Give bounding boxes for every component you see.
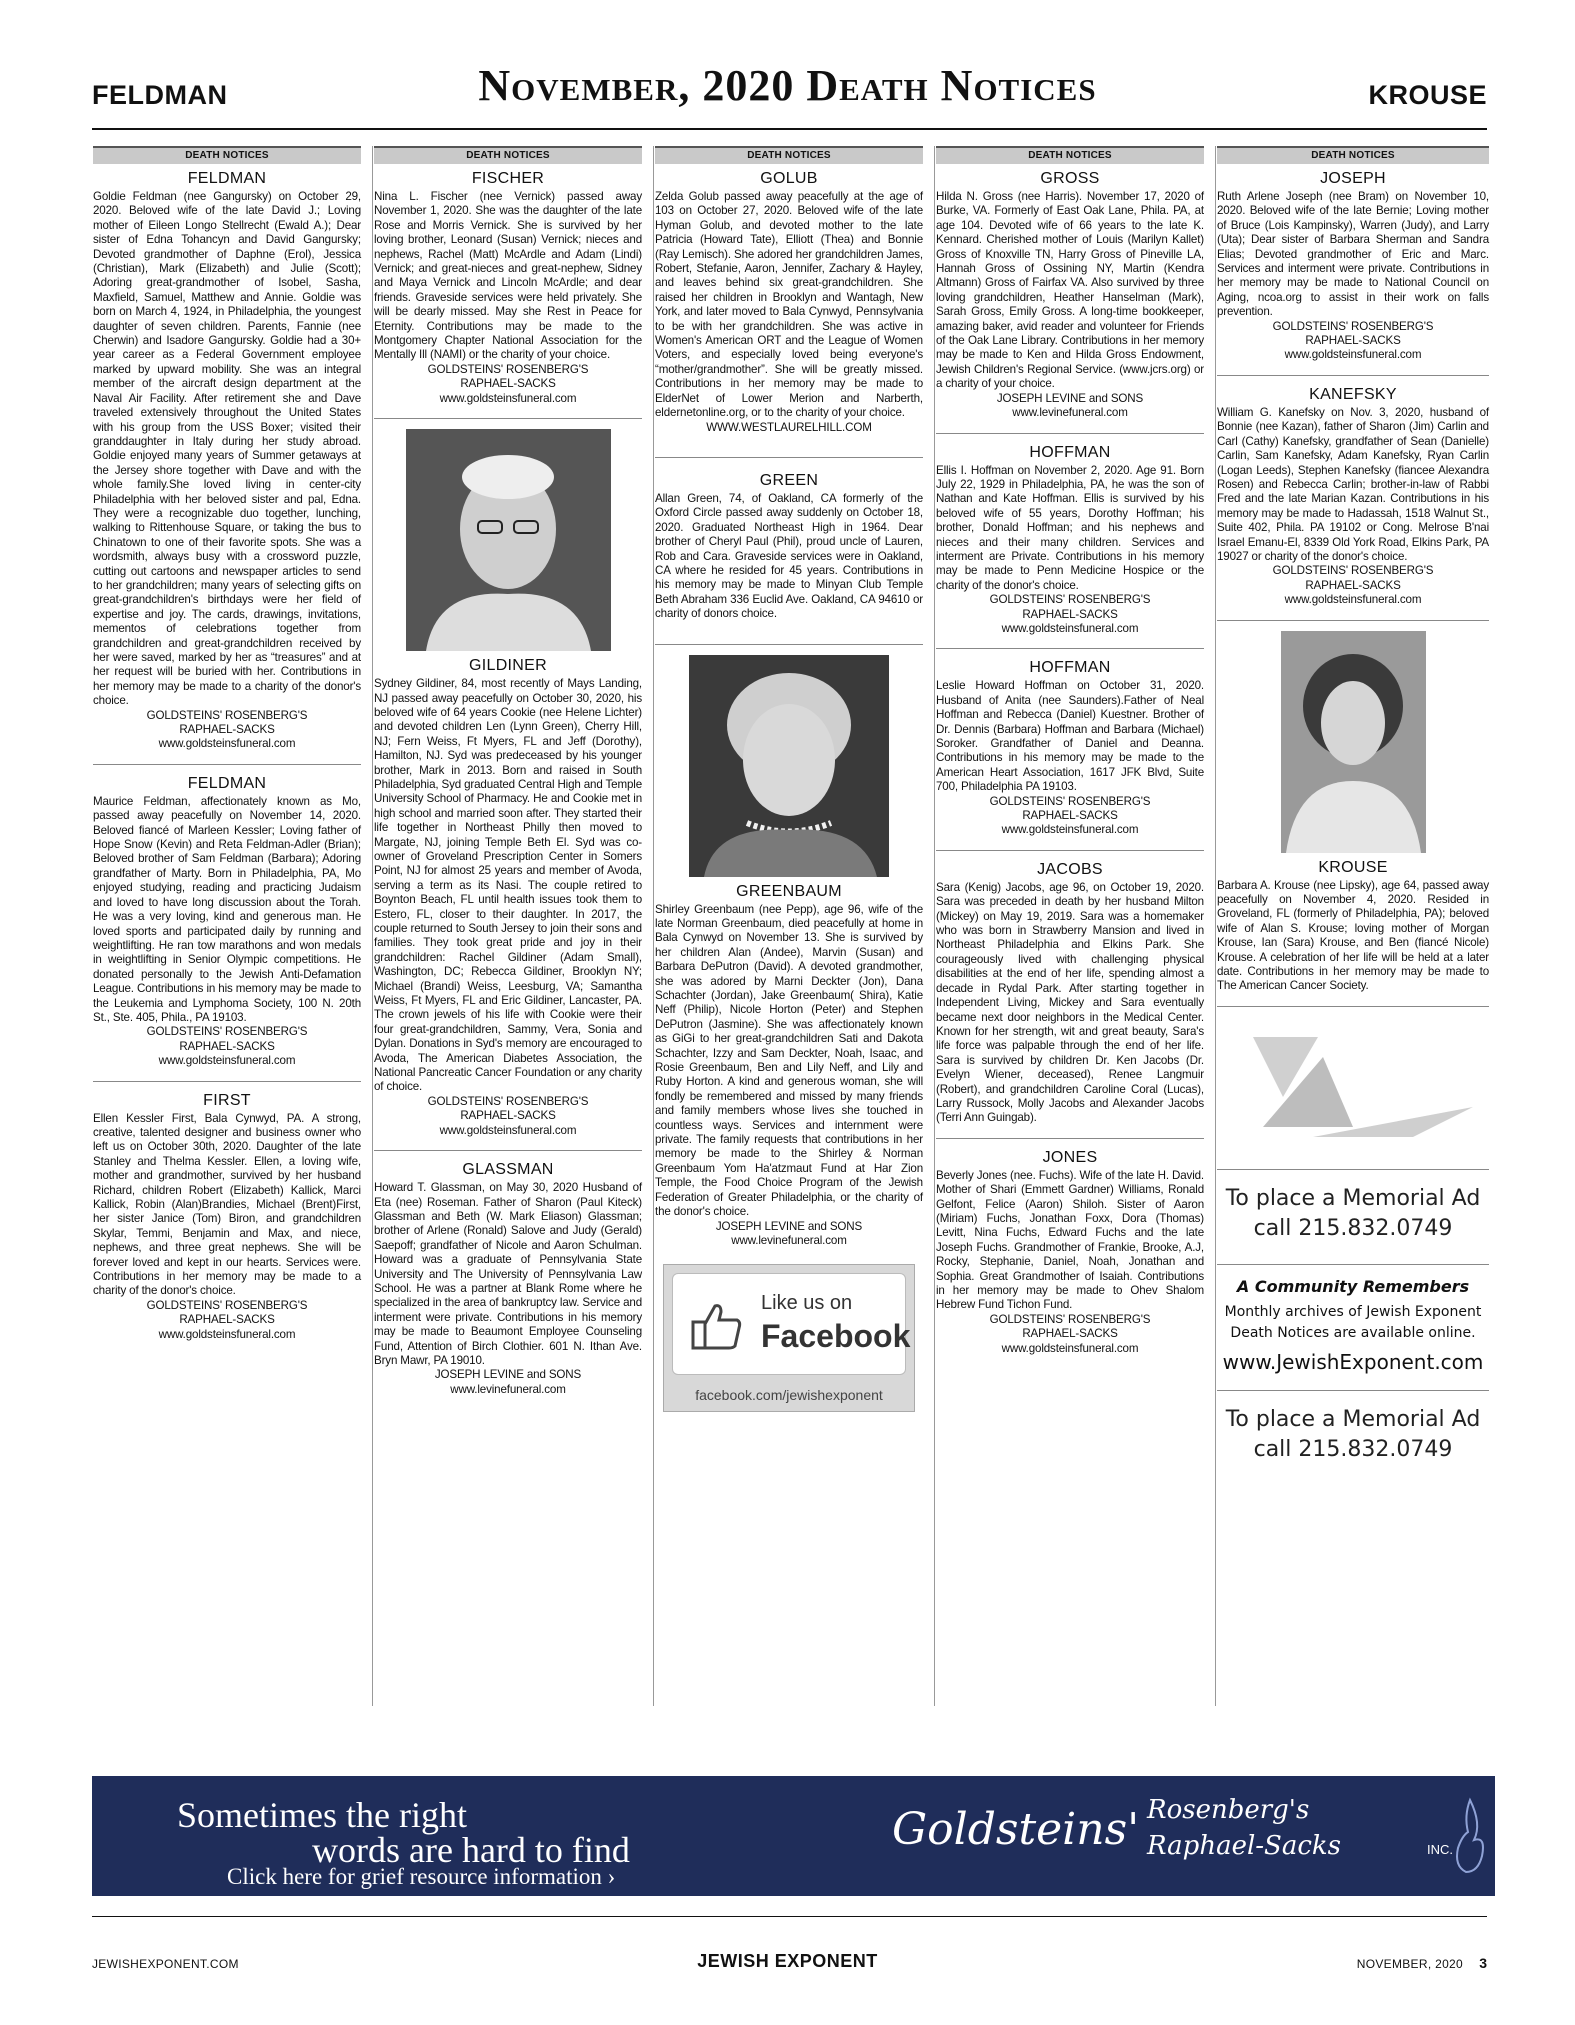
banner-cta[interactable]: Click here for grief resource information › — [227, 1864, 616, 1889]
funeral-home: GOLDSTEINS' ROSENBERG'S RAPHAEL-SACKS www.goldsteinsfuneral.com — [1272, 319, 1434, 362]
notice-feldman-maurice — [93, 775, 361, 1069]
notice-name: KROUSE — [1318, 858, 1388, 876]
notice-name: GREEN — [759, 471, 819, 489]
facebook-ad-card — [672, 1273, 911, 1375]
notice-jacobs — [936, 861, 1204, 1126]
grief-resource-banner[interactable] — [92, 1776, 1495, 1896]
community-url[interactable]: www.JewishExponent.com — [1222, 1349, 1484, 1374]
funeral-home: JOSEPH LEVINE and SONS www.levinefuneral.com — [996, 391, 1144, 420]
notice-body: Shirley Greenbaum (nee Pepp), age 96, wife of the late Norman Greenbaum, died peacefully at home in Bala Cynwyd on November 13. She is survived by her children Alan (Andee), Marvin (Susan) and Barbara DePutron (David). A devoted grandmother, she was adored by Marni Deckter (Jon), Dana Schachter (Jordan), Jake Greenbaum( Shira), Katie Neff (Philip), Nicole Horton (Peter) and Stephen DePutron (Jasmine). She was affectionately known as GiGi to her great-grandchildren Sati and Dakota Schachter, Izzy and Sam Deckter, Noah, Isaac, and Rosie Greenbaum, Ben and Lily Neff, and Lily and Ruby Horton. A kind and generous woman, she will fondly be remembered and missed by many friends and family members whose lives she touched in countless ways. Services and internment were private. The family requests that contributions in her memory be made to the Shirley & Norman Greenbaum Yom Ha'atzmaut Fund at Har Zion Temple, the Food Choice Program of the Jewish Federation of Greater Philadelphia, or the charity of the donor's choice. — [655, 902, 923, 1219]
portrait-photo-krouse — [1281, 631, 1426, 853]
notice-golub — [655, 170, 923, 435]
funeral-home: GOLDSTEINS' ROSENBERG'S RAPHAEL-SACKS www.goldsteinsfuneral.com — [1272, 564, 1434, 607]
section-band: DEATH NOTICES — [374, 146, 642, 164]
notice-krouse — [1217, 859, 1489, 994]
notice-name: FELDMAN — [187, 774, 267, 792]
funeral-home: GOLDSTEINS' ROSENBERG'S RAPHAEL-SACKS www.goldsteinsfuneral.com — [427, 1094, 589, 1137]
page-number: 3 — [1479, 1955, 1487, 1971]
facebook-ad[interactable] — [663, 1264, 915, 1412]
footer-date: NOVEMBER, 2020 — [1356, 1957, 1463, 1971]
notice-fischer — [374, 170, 642, 406]
notice-body: Howard T. Glassman, on May 30, 2020 Husband of Eta (nee) Roseman. Father of Sharon (Paul Kiteck) Glassman and Beth (W. Mark Eliason) Glassman; brother of Arlene (Ronald) Salove and Judy (Gerald) Saepoff; grandfather of Nicole and Aaron Schulman. Howard was a graduate of Pennsylvania State University and The University of Pennsylvania Law School. He was a partner at Blank Rome where he specialized in the area of bankruptcy law. Service and interment were private. Contributions in his memory may be made to Beaumont Employee Counseling Fund, Attention of Birch Clothier. 601 N. Ithan Ave. Bryn Mawr, PA 19010. — [374, 1181, 642, 1367]
flame-icon — [1452, 1796, 1488, 1876]
notice-name: HOFFMAN — [1029, 659, 1111, 677]
header-rule — [92, 128, 1487, 130]
facebook-brand-text: Facebook — [761, 1318, 911, 1355]
memorial-ad-phone: call 215.832.0749 — [1253, 1215, 1453, 1241]
notice-body: Nina L. Fischer (nee Vernick) passed away November 1, 2020. She was the daughter of the late Rose and Morris Vernick. She is survived by her loving brother, Leonard (Susan) Vernick; nieces and nephews, Rachel (Matt) McArdle and Adam (Lindi) Vernick; and great-nieces and great-nephew, Sidney and Maya Vernick and Lincoln McArdle; and dear friends. Graveside services were held privately. She will be dearly missed. May she Rest in Peace for Eternity. Contributions may be made to the Montgomery Chapter National Association for the Mentally Ill (NAMI) or the charity of your choice. — [374, 190, 642, 362]
community-title: A Community Remembers — [1236, 1276, 1470, 1296]
community-body: Monthly archives of Jewish Exponent Death Notices are available online. — [1224, 1303, 1482, 1341]
banner-logo-inc: INC. — [1427, 1842, 1453, 1857]
notice-divider — [93, 1081, 361, 1082]
notice-divider — [1217, 1006, 1489, 1007]
facebook-url[interactable]: facebook.com/jewishexponent — [695, 1387, 883, 1404]
funeral-home: GOLDSTEINS' ROSENBERG'S RAPHAEL-SACKS www.goldsteinsfuneral.com — [146, 1298, 308, 1341]
memorial-ad-line1: To place a Memorial Ad — [1225, 1406, 1481, 1432]
banner-logo-secondary — [1147, 1792, 1341, 1864]
notice-name: KANEFSKY — [1309, 385, 1397, 403]
notice-greenbaum — [655, 883, 923, 1249]
column-2 — [374, 146, 642, 1716]
notice-hoffman-ellis — [936, 444, 1204, 637]
section-band: DEATH NOTICES — [1217, 146, 1489, 164]
notice-body: Allan Green, 74, of Oakland, CA formerly of the Oxford Circle passed away suddenly on October 18, 2020. Graduated Northeast High in 1964. Dear brother of Cheryl Paul (Phil), proud uncle of Lauren, Rob and Cara. Graveside services were in Oakland, CA where he resided for 45 years. Contributions in his memory may be made to Minyan Club Temple Beth Abraham 336 Euclid Ave. Oakland, CA 94610 or charity of donors choice. — [655, 491, 923, 621]
column-3 — [655, 146, 923, 1716]
notice-divider — [374, 418, 642, 419]
header-right-name: KROUSE — [1368, 80, 1487, 110]
notice-gross — [936, 170, 1204, 421]
memorial-ad-1[interactable] — [1217, 1184, 1489, 1244]
column-5 — [1217, 146, 1489, 1716]
notice-body: Sydney Gildiner, 84, most recently of Mays Landing, NJ passed away peacefully on October 30, 2020, his beloved wife of 64 years Cookie (nee Helene Lichter) and devoted children Len (Lynn Green), Cherry Hill, NJ; Fern Weiss, Ft Myers, FL and Jeff (Dorothy), Hamilton, NJ. Syd was predeceased by his younger brother, Mark in 2013. Born and raised in South Philadelphia, Syd graduated Central High and Temple University School of Pharmacy. He and Cookie met in high school and married soon after. They started their life together in Northeast Philly then moved to Margate, NJ, joining Temple Beth El. Syd was co-owner of Groveland Prescription Center in Somers Point, NJ for almost 25 years and member of Avoda, serving a term as its Nasi. The couple retired to Boynton Beach, FL until health issues took them to Estero, FL, closer to their daughter. In 2017, the couple returned to South Jersey to join their sons and families. They took great pride and joy in their grandchildren: Rachel Gildiner (Adam Small), Washington, DC; Rebecca Gildiner, Brooklyn NY; Michael (Brandi) Weiss, Leesburg, VA; Samantha Weiss, Ft Myers, FL and Eric Gildiner, Lancaster, PA. The crown jewels of his life with Cookie were their four great-grandchildren, Sammy, Vera, Sonia and Dylan. Donations in Syd's memory are encouraged to Avoda, The American Diabetes Association, the National Pancreatic Cancer Foundation or any charity of choice. — [374, 677, 642, 1094]
notice-body: William G. Kanefsky on Nov. 3, 2020, husband of Bonnie (nee Kazan), father of Sharon (Jim) Carlin and Carl (Cathy) Kanefsky, grandfather of Sean (Danielle) Carlin, Sam Kanefsky, Adam Kanefsky, Ryan Carlin (Logan Leeds), Stephen Kanefsky (fiancee Alexandra Rosen) and Rebecca Carlin; brother-in-law of Rabbi Fred and the late Marian Kazan. Contributions in his memory may be made to Hadassah, 1518 Walnut St., Suite 402, Phila. PA 19102 or Cong. Melrose B'nai Israel Emanu-El, 8339 Old York Road, Elkins Park, PA 19027 or charity of the donor's choice. — [1217, 405, 1489, 563]
notice-divider — [655, 457, 923, 458]
funeral-home: GOLDSTEINS' ROSENBERG'S RAPHAEL-SACKS www.goldsteinsfuneral.com — [146, 1025, 308, 1068]
notice-name: FISCHER — [471, 170, 545, 187]
column-divider — [1215, 146, 1216, 1706]
banner-line2: words are hard to find — [312, 1830, 630, 1870]
notice-name: HOFFMAN — [1029, 443, 1111, 461]
page-title: November, 2020 Death Notices — [478, 61, 1097, 110]
funeral-home: GOLDSTEINS' ROSENBERG'S RAPHAEL-SACKS www.goldsteinsfuneral.com — [146, 708, 308, 751]
footer-publication: JEWISH EXPONENT — [697, 1951, 878, 1971]
notice-name: JACOBS — [1037, 860, 1103, 878]
notice-body: Sara (Kenig) Jacobs, age 96, on October 19, 2020. Sara was preceded in death by her husband Milton (Mickey) on May 19, 2019. Sara was a homemaker who was born in Strawberry Mansion and lived in Northeast Philadelphia and Elkins Park. She courageously lived with challenging physical disabilities at the end of her life, spending almost a decade in Rydal Park. After starting together in Independent Living, Mickey and Sara eventually became next door neighbors in the Medical Center. Known for her strength, wit and great beauty, Sara's life force was palpable through the end of her life. Sara is survived by children Dr. Ken Jacobs (Dr. Evelyn Wiener, deceased), Renee Langmuir (Robert), and grandchildren Caroline Coral (Lucas), Larry Russock, Molly Jacobs and Alexander Jacobs (Terri Ann Guingab). — [936, 880, 1204, 1125]
ad-divider — [1217, 1169, 1489, 1170]
notice-name: FELDMAN — [187, 170, 267, 187]
notice-body: Leslie Howard Hoffman on October 31, 2020. Husband of Anita (nee Saunders).Father of Neal Hoffman and Rebecca (Daniel) Kuestner. Brother of Dr. Dennis (Barbara) Hoffman and Barbara (Michael) Soroker. Grandfather of Daniel and Deanna. Contributions in his memory may be made to the American Heart Association, 1617 JFK Blvd, Suite 700, Philadelphia PA 19103. — [936, 679, 1204, 794]
notice-kanefsky — [1217, 386, 1489, 608]
funeral-home: GOLDSTEINS' ROSENBERG'S RAPHAEL-SACKS www.goldsteinsfuneral.com — [989, 593, 1151, 635]
column-1 — [93, 146, 361, 1716]
notice-body: Ellis I. Hoffman on November 2, 2020. Age 91. Born July 22, 1929 in Philadelphia, PA, he was the son of Nathan and Kate Hoffman. Ellis is survived by his beloved wife of 55 years, Dorothy Hoffman; his brother, Donald Hoffman; and his nephews and nieces and their many children. Services and interment are Private. Contributions in his memory may be made to Penn Medicine Hospice or the charity of the donor's choice. — [936, 463, 1204, 592]
funeral-home: GOLDSTEINS' ROSENBERG'S RAPHAEL-SACKS www.goldsteinsfuneral.com — [427, 362, 589, 405]
notice-name: JONES — [1042, 1148, 1098, 1166]
notice-divider — [936, 850, 1204, 851]
ad-divider — [1217, 1264, 1489, 1265]
section-band: DEATH NOTICES — [93, 146, 361, 164]
notice-name: GLASSMAN — [462, 1161, 554, 1179]
notice-divider — [1217, 375, 1489, 376]
notice-gildiner — [374, 657, 642, 1138]
notice-body: Ruth Arlene Joseph (nee Bram) on November 10, 2020. Beloved wife of the late Bernie; Loving mother of Bruce (Lois Kampinsky), Warren (Judy), and Larry (Uta); Dear sister of Barbara Sherman and Sandra Elias; Devoted grandmother of Eric and Marc. Services and interment were private. Contributions in her memory may be made to National Council on Aging, ncoa.org to assist in their work on falls prevention. — [1217, 190, 1489, 319]
section-band: DEATH NOTICES — [655, 146, 923, 164]
funeral-home: JOSEPH LEVINE and SONS www.levinefuneral.com — [715, 1219, 863, 1247]
notice-green — [655, 472, 923, 622]
notice-body: Hilda N. Gross (nee Harris). November 17, 2020 of Burke, VA. Formerly of East Oak Lane, Phila. PA, at age 104. Devoted wife of 66 years to the late K. Kennard. Cherished mother of Louis (Marilyn Kallet) Gross of Knoxville TN, Harry Gross of Pineville LA, Hannah Gross of Ossining NY, Martin (Kendra Altmann) Gross of Fairfax VA. Also survived by three loving grandchildren, Heather Hanselman (Mark), Sarah Gross, Emily Gross. A long-time bookkeeper, amazing baker, avid reader and volunteer for Friends of the Oak Lane Library. Contributions in her memory may be made to Ken and Hilda Gross Endowment, Jewish Children's Regional Service. (www.jcrs.org) or a charity of your choice. — [936, 190, 1204, 391]
notice-glassman — [374, 1161, 642, 1397]
section-band: DEATH NOTICES — [936, 146, 1204, 164]
notice-divider — [936, 433, 1204, 434]
notice-body: Goldie Feldman (nee Gangursky) on October 29, 2020. Beloved wife of the late David J.; Loving mother of Eileen Longo Stellrecht (Ewald A.); Dear sister of Edna Tohancyn and David Gangursky; Devoted grandmother of Daphne (Erol), Jessica (Christian), Mark (Elizabeth) and Julie (Scott); Adoring great-grandmother of Isobel, Sasha, Maxfield, Samuel, Matthew and Annie. Goldie was born on March 4, 1924, in Philadelphia, the youngest daughter of seven children. Parents, Fannie (nee Cherwin) and Isadore Gangursky. Goldie had a 30+ year career as a Federal Government employee marked by upward mobility. She was an integral member of the aircraft design department at the Naval Air Facility. After retirement she and Dave traveled extensively throughout the United States with his group from the USS Boxer; visited their granddaughter in Italy during her study abroad. Goldie enjoyed many years of Summer getaways at the Jersey shore together with Dave and with the whole family.She loved living in center-city Philadelphia with her beloved sister and pal, Edna. They were a recognizable duo together, lunching, walking to Rittenhouse Square, or taking the bus to Chinatown to one of their favorite spots. She was a wordsmith, always busy with a crossword puzzle, cutting out cartoons and newspaper articles to send to her grandchildren; many years of selecting gifts on great-grandchildren's birthdays were her field of expertise and joy. The cards, drawings, invitations, mementos of celebrations together from grandchildren and great-grandchildren received by her were saved, marked by her as “treasures” and at her request will be buried with her. Contributions in her memory may be made to a charity of the donor's choice. — [93, 190, 361, 708]
notice-name: GREENBAUM — [736, 882, 842, 900]
notice-body: Zelda Golub passed away peacefully at the age of 103 on October 27, 2020. Beloved wife of the late Hyman Golub, and devoted mother to the late Patricia (Howard Tate), Elliott (Thea) and Bonnie (Ray Lemisch). She adored her grandchildren James, Robert, Stefanie, Aaron, Jennifer, Zachary & Hayley, and leaves behind six great-grandchildren. She raised her children in Brooklyn and Wantagh, New York, and later moved to Bala Cynwyd, Pennsylvania to be with her grandchildren. She was active in Women's American ORT and the League of Women Voters, and especially loved being everyone's “mother/grandmother”. She will be greatly missed. Contributions in her memory may be made to ElderNet of Lower Merion and Narberth, eldernetonline.org, or to the charity of your choice. — [655, 190, 923, 420]
notice-body: Ellen Kessler First, Bala Cynwyd, PA. A strong, creative, talented designer and business owner who left us on October 30th, 2020. Daughter of the late Stanley and Thelma Kessler. Ellen, a loving wife, mother and grandmother, survived by her husband Richard, children Robert (Elizabeth) Kallick, Marci Kallick, Robin (Alan)Brandies, Michael (Brent)First, her sister Janice (Tom) Biron, and grandchildren Skylar, Temmi, Benjamin and Max, and niece, nephews, and three great nephews. She will be forever loved and kept in our hearts. Services were. Contributions in her memory may be made to a charity of the donor's choice. — [93, 1111, 361, 1298]
banner-logo-bottom: Raphael-Sacks — [1147, 1831, 1342, 1861]
portrait-photo-greenbaum — [689, 655, 889, 877]
column-4 — [936, 146, 1204, 1716]
notice-jones — [936, 1149, 1204, 1356]
notice-body: Beverly Jones (nee. Fuchs). Wife of the late H. David. Mother of Shari (Emmett Gardner) Williams, Ronald Gelfont, Felice (Aaron) Shiloh. Sister of Aaron (Miriam) Fuchs, Jonathan Foxx, Dora (Thomas) Levitt, Nina Fuchs, Edward Fuchs and the late Joseph Fuchs. Grandmother of Frankie, Brooke, A.J, Rocky, Stephanie, Daniel, Noah, Jonathan and Sophia. Great Grandmother of Isaiah. Contributions in her memory may be made to Ohev Shalom Hebrew Fund Tichon Fund. — [936, 1168, 1204, 1312]
header-left-name: FELDMAN — [92, 80, 228, 110]
memorial-ad-phone: call 215.832.0749 — [1253, 1436, 1453, 1462]
banner-logo-main: Goldsteins' — [892, 1804, 1140, 1855]
column-divider — [653, 146, 654, 1706]
notice-name: GILDINER — [469, 657, 547, 675]
memorial-ad-line1: To place a Memorial Ad — [1225, 1185, 1481, 1211]
notice-first — [93, 1092, 361, 1343]
column-divider — [934, 146, 935, 1706]
column-divider — [372, 146, 373, 1706]
thumbs-up-icon — [691, 1302, 743, 1350]
funeral-home: GOLDSTEINS' ROSENBERG'S RAPHAEL-SACKS www.goldsteinsfuneral.com — [989, 794, 1151, 837]
notice-divider — [936, 1138, 1204, 1139]
notice-divider — [374, 1150, 642, 1151]
notice-name: GOLUB — [760, 170, 818, 187]
banner-line1: Sometimes the right — [177, 1795, 467, 1835]
notice-divider — [936, 648, 1204, 649]
notice-hoffman-leslie — [936, 659, 1204, 837]
facebook-like-text: Like us on — [761, 1292, 853, 1315]
notice-body: Barbara A. Krouse (nee Lipsky), age 64, passed away peacefully on November 4, 2020. Resided in Groveland, FL (formerly of Philadelphia, PA); beloved wife of Alan S. Krouse; loving mother of Morgan Krouse, Ian (Sara) Krouse, and Ben (fiancé Nicole) Krouse. A celebration of her life will be held at a later date. Contributions in her memory may be made to The American Cancer Society. — [1217, 878, 1489, 993]
funeral-home: GOLDSTEINS' ROSENBERG'S RAPHAEL-SACKS www.goldsteinsfuneral.com — [989, 1312, 1151, 1355]
star-of-david-graphic — [1223, 1017, 1483, 1157]
footer-rule — [92, 1916, 1487, 1917]
ad-divider — [1217, 1390, 1489, 1391]
notice-name: GROSS — [1040, 170, 1100, 187]
notice-divider — [93, 764, 361, 765]
portrait-photo-gildiner — [406, 429, 611, 651]
notice-name: JOSEPH — [1320, 170, 1386, 187]
memorial-ad-2[interactable] — [1217, 1405, 1489, 1465]
notice-body: Maurice Feldman, affectionately known as Mo, passed away peacefully on November 14, 2020. Beloved fiancé of Marleen Kessler; Loving father of Hope Snow (Kevin) and Reta Feldman-Adler (Brian); Beloved brother of Sam Feldman (Barbara); Adoring grandfather of Marty. Born in Philadelphia, PA, Mo enjoyed studying, reading and practicing Judaism and loved to have long discussion about the Torah. He was a very loving, kind and generous man. He loved sports and participated daily by running and weightlifting. He ran tow marathons and won medals in weightlifting in Senior Olympic competitions. He donated personally to the Jewish Anti-Defamation League. Contributions in his memory may be made to the Leukemia and Lymphoma Society, 100 N. 20th St., Ste. 405, Phila., PA 19103. — [93, 794, 361, 1024]
notice-joseph — [1217, 170, 1489, 363]
footer-site: JEWISHEXPONENT.COM — [92, 1957, 239, 1971]
banner-logo-top: Rosenberg's — [1147, 1795, 1310, 1825]
notice-feldman-goldie — [93, 170, 361, 752]
notice-name: FIRST — [203, 1091, 251, 1109]
notice-divider — [1217, 620, 1489, 621]
funeral-home: JOSEPH LEVINE and SONS www.levinefuneral.com — [434, 1368, 582, 1396]
funeral-home: WWW.WESTLAURELHILL.COM — [706, 420, 872, 434]
notice-divider — [655, 644, 923, 645]
